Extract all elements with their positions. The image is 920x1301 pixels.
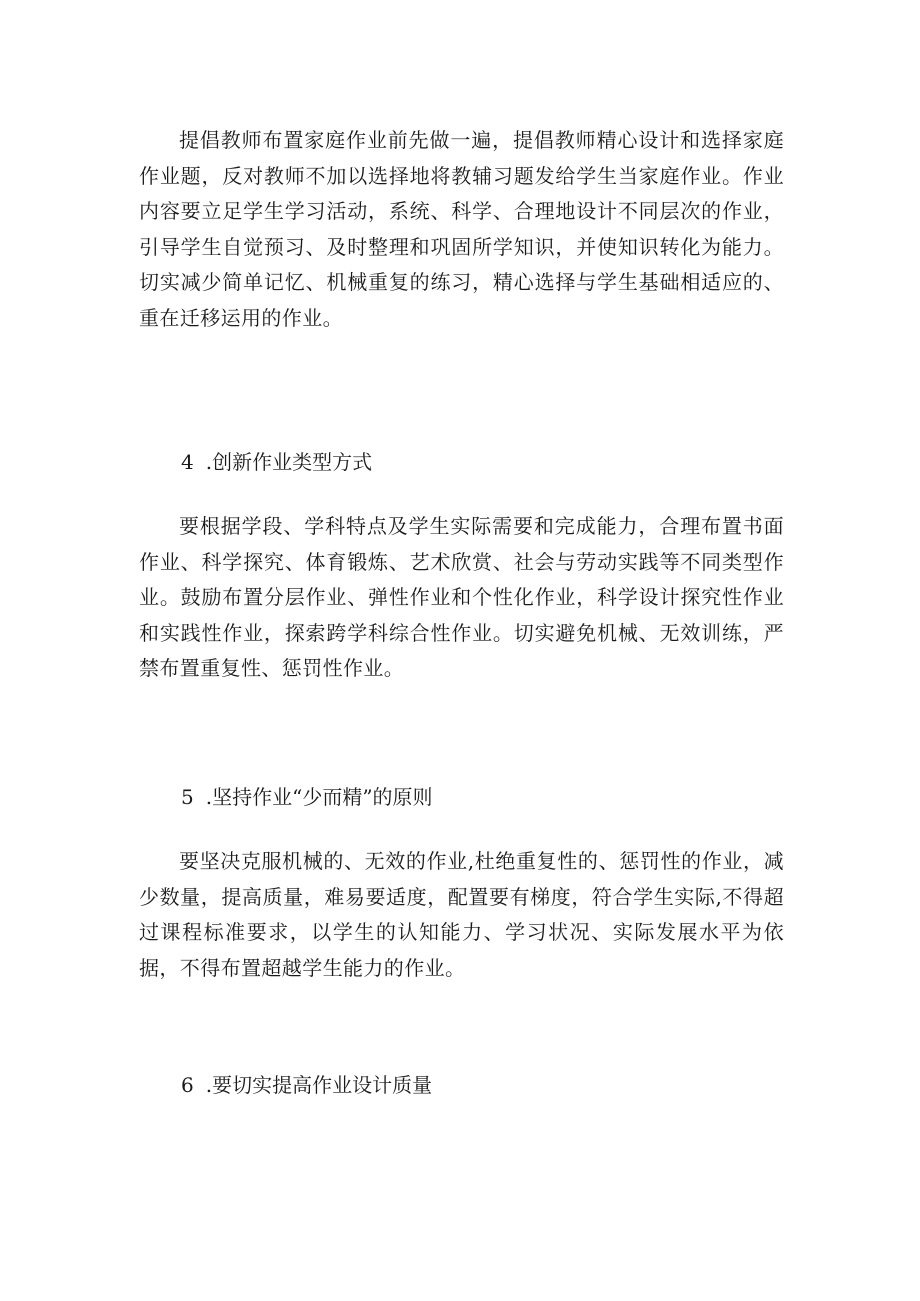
body-paragraph: 要坚决克服机械的、无效的作业,杜绝重复性的、惩罚性的作业，减少数量，提高质量，难易要适度，配置要有梯度，符合学生实际,不得超过课程标准要求，以学生的认知能力、学习状况、实际发展水平为依据，不得布置超越学生能力的作业。 (139, 849, 784, 980)
section-number: 4 (181, 450, 194, 474)
section-title: .要切实提高作业设计质量 (205, 1073, 433, 1097)
section-number: 6 (181, 1073, 194, 1097)
body-paragraph: 要根据学段、学科特点及学生实际需要和完成能力，合理布置书面作业、科学探究、体育锻炼、艺术欣赏、社会与劳动实践等不同类型作业。鼓励布置分层作业、弹性作业和个性化作业，科学设计探究性作业和实践性作业，探索跨学科综合性作业。切实避免机械、无效训练，严禁布置重复性、惩罚性作业。 (139, 514, 784, 681)
section-number: 5 (181, 785, 194, 809)
section-heading (181, 1071, 432, 1099)
section-title: .坚持作业“少而精”的原则 (205, 785, 433, 809)
section-title: .创新作业类型方式 (205, 450, 373, 474)
section-heading (181, 448, 372, 476)
section-heading (181, 783, 433, 811)
body-paragraph: 提倡教师布置家庭作业前先做一遍，提倡教师精心设计和选择家庭作业题，反对教师不加以选择地将教辅习题发给学生当家庭作业。作业内容要立足学生学习活动，系统、科学、合理地设计不同层次的作业，引导学生自觉预习、及时整理和巩固所学知识，并使知识转化为能力。切实减少简单记忆、机械重复的练习，精心选择与学生基础相适应的、重在迁移运用的作业。 (139, 128, 784, 330)
